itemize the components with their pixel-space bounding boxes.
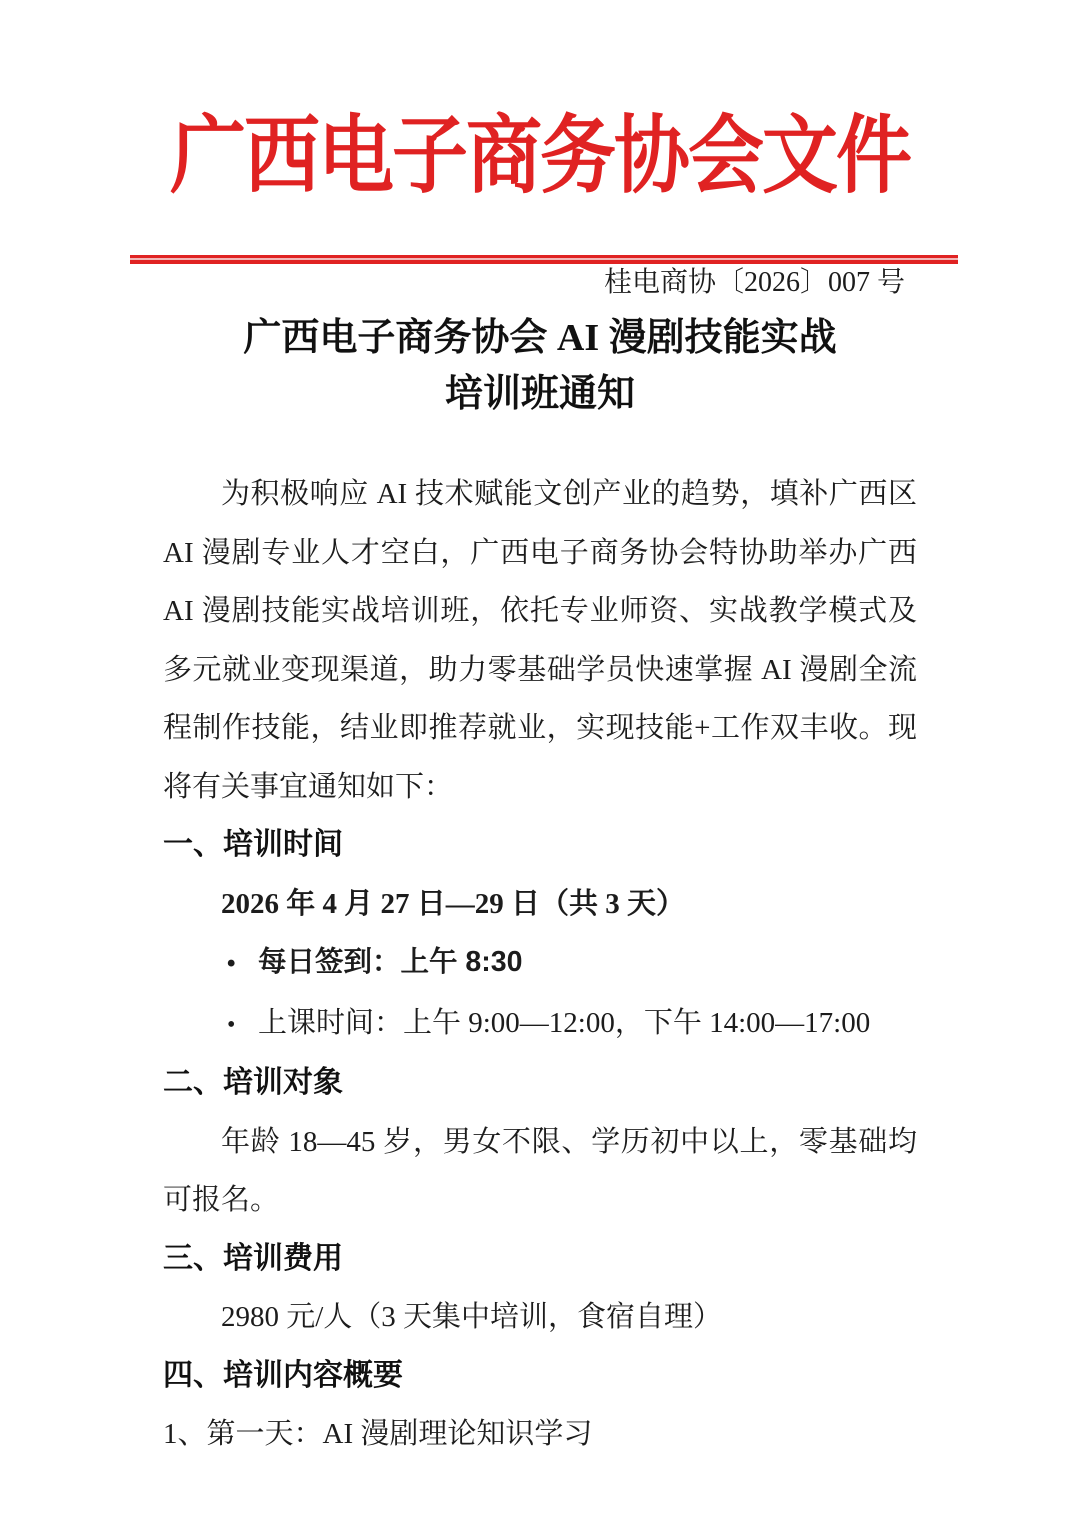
training-fee: 2980 元/人（3 天集中培训，食宿自理） <box>221 1301 723 1333</box>
bullet-icon: • <box>227 950 236 977</box>
bullet-class-time-text: 上课时间：上午 9:00—12:00，下午 14:00—17:00 <box>258 1006 871 1039</box>
section-heading-content-outline: 四、培训内容概要 <box>163 1358 403 1392</box>
document-title-line1: 广西电子商务协会 AI 漫剧技能实战 <box>243 317 837 359</box>
intro-paragraph: 为积极响应 AI 技术赋能文创产业的趋势，填补广西区 AI 漫剧专业人才空白，广西电子商务协会特协助举办广西 AI 漫剧技能实战培训班，依托专业师资、实战教学模式及多元就业变现渠道，助力零基础学员快速掌握 AI 漫剧全流程制作技能，结业即推荐就业，实现技能+工作双丰收。现将有关事宜通知如下： <box>163 478 917 803</box>
training-date: 2026 年 4 月 27 日—29 日（共 3 天） <box>221 887 686 920</box>
bullet-icon: • <box>227 1011 236 1038</box>
day1-outline-item: 1、第一天：AI 漫剧理论知识学习 <box>163 1418 593 1450</box>
document-title <box>0 310 1080 422</box>
document-body <box>163 465 917 1464</box>
doc-number: 桂电商协〔2026〕007 号 <box>603 267 905 298</box>
bullet-daily-checkin <box>163 933 917 994</box>
section-heading-trainee: 二、培训对象 <box>163 1066 343 1099</box>
bullet-daily-checkin-text: 每日签到：上午 8:30 <box>258 946 523 978</box>
red-divider <box>130 255 958 264</box>
section-heading-training-time: 一、培训时间 <box>163 828 343 861</box>
document-title-line2: 培训班通知 <box>444 373 635 415</box>
trainee-requirements: 年龄 18—45 岁，男女不限、学历初中以上，零基础均可报名。 <box>163 1125 917 1216</box>
org-letterhead-title: 广西电子商务协会文件 <box>170 109 910 205</box>
bullet-class-time <box>163 994 917 1055</box>
section-heading-fee: 三、培训费用 <box>163 1241 343 1275</box>
